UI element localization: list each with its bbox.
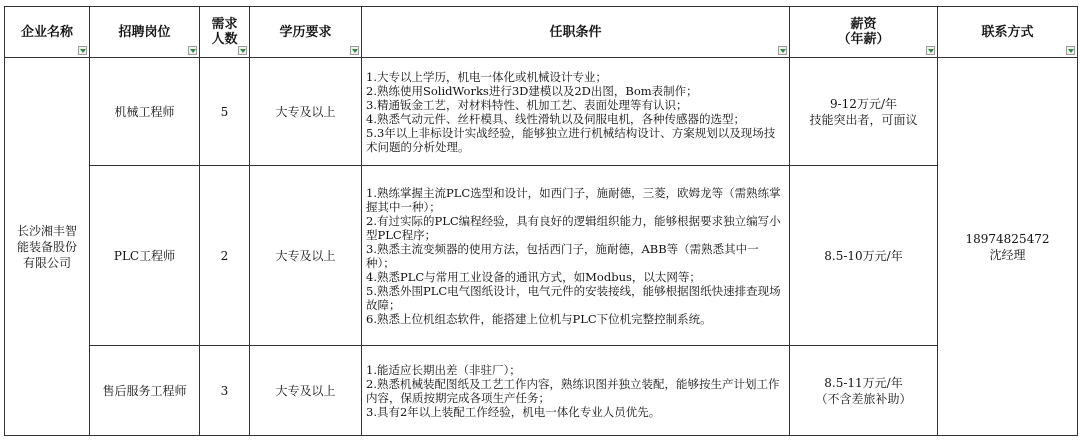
requirements-cell [362, 58, 790, 166]
filter-dropdown-icon[interactable] [238, 46, 247, 55]
headcount-cell: 5 [200, 58, 250, 166]
contact-person: 沈经理 [989, 247, 1026, 262]
position-cell: 机械工程师 [90, 58, 200, 166]
salary-cell: 8.5-10万元/年 [790, 166, 938, 346]
requirement-line: 1.大专以上学历，机电一体化或机械设计专业； [366, 69, 607, 84]
table-row [5, 166, 1078, 346]
header-education: 学历要求 [250, 7, 362, 58]
filter-dropdown-icon[interactable] [926, 46, 935, 55]
filter-dropdown-icon[interactable] [78, 46, 87, 55]
contact-phone: 18974825472 [965, 231, 1050, 246]
headcount-cell: 3 [200, 346, 250, 436]
header-requirements: 任职条件 [362, 7, 790, 58]
education-cell: 大专及以上 [250, 166, 362, 346]
header-salary: 薪资 （年薪） [790, 7, 938, 58]
position-cell: PLC工程师 [90, 166, 200, 346]
contact-cell [938, 58, 1078, 436]
header-position: 招聘岗位 [90, 7, 200, 58]
requirement-line: 5.熟悉外围PLC电气图纸设计，电气元件的安装接线，能够根据图纸快速排查现场故障； [366, 283, 781, 312]
position-cell: 售后服务工程师 [90, 346, 200, 436]
requirement-line: 1.熟练掌握主流PLC选型和设计，如西门子，施耐德，三菱，欧姆龙等（需熟练掌握其中一种）； [366, 185, 781, 214]
requirement-line: 2.熟悉机械装配图纸及工艺工作内容，熟练识图并独立装配，能够按生产计划工作内容，保质按期完成各项生产任务； [366, 376, 780, 405]
header-headcount: 需求人数 [200, 7, 250, 58]
filter-dropdown-icon[interactable] [188, 46, 197, 55]
requirement-line: 4.熟悉PLC与常用工业设备的通讯方式，如Modbus，以太网等； [366, 269, 701, 284]
requirements-cell [362, 346, 790, 436]
requirement-line: 6.熟悉上位机组态软件，能搭建上位机与PLC下位机完整控制系统。 [366, 311, 712, 326]
requirement-line: 3.精通钣金工艺，对材料特性、机加工艺、表面处理等有认识； [366, 97, 688, 112]
salary-cell: 9-12万元/年 技能突出者，可面议 [790, 58, 938, 166]
requirements-cell [362, 166, 790, 346]
filter-dropdown-icon[interactable] [1066, 46, 1075, 55]
recruitment-table [4, 6, 1078, 436]
filter-dropdown-icon[interactable] [778, 46, 787, 55]
table-row [5, 58, 1078, 166]
salary-cell: 8.5-11万元/年 （不含差旅补助） [790, 346, 938, 436]
education-cell: 大专及以上 [250, 58, 362, 166]
requirement-line: 2.熟练使用SolidWorks进行3D建模以及2D出图，Bom表制作； [366, 83, 698, 98]
header-row [5, 7, 1078, 58]
requirement-line: 3.具有2年以上装配工作经验，机电一体化专业人员优先。 [366, 404, 661, 419]
requirement-line: 5.3年以上非标设计实战经验，能够独立进行机械结构设计、方案规划以及现场技术问题的分析处理。 [366, 125, 776, 154]
header-contact: 联系方式 [938, 7, 1078, 58]
header-company: 企业名称 [5, 7, 90, 58]
requirement-line: 3.熟悉主流变频器的使用方法，包括西门子，施耐德，ABB等（需熟悉其中一种）； [366, 241, 759, 270]
table-row [5, 346, 1078, 436]
headcount-cell: 2 [200, 166, 250, 346]
requirement-line: 4.熟悉气动元件、丝杆模具、线性滑轨以及伺服电机，各种传感器的选型； [366, 111, 745, 126]
company-name: 长沙湘丰智能装备股份有限公司 [5, 58, 90, 436]
education-cell: 大专及以上 [250, 346, 362, 436]
filter-dropdown-icon[interactable] [350, 46, 359, 55]
requirement-line: 1.能适应长期出差（非驻厂）； [366, 362, 521, 377]
requirement-line: 2.有过实际的PLC编程经验，具有良好的逻辑组织能力，能够根据要求独立编写小型PLC程序； [366, 213, 781, 242]
